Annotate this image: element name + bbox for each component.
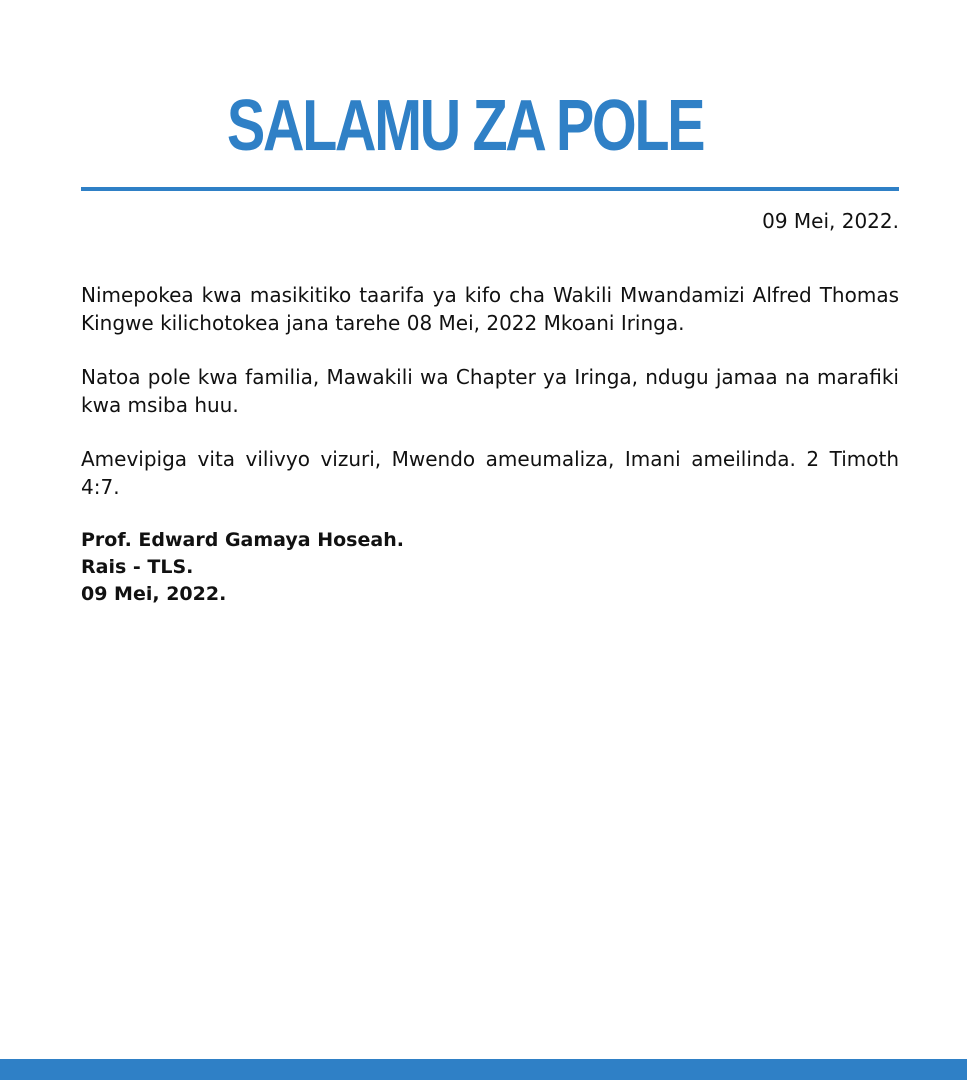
- signature-name: Prof. Edward Gamaya Hoseah.: [81, 529, 404, 551]
- signature-date: 09 Mei, 2022.: [81, 583, 227, 605]
- letter-date: 09 Mei, 2022.: [762, 209, 899, 233]
- signature-position: Rais - TLS.: [81, 556, 194, 578]
- signature-block: [81, 527, 404, 608]
- page-title: SALAMU ZA POLE: [226, 86, 704, 166]
- footer-bar: [0, 1059, 967, 1080]
- body-paragraph-condolence-message: Natoa pole kwa familia, Mawakili wa Chapter ya Iringa, ndugu jamaa na marafiki kwa msiba huu.: [81, 365, 899, 417]
- title-divider: [81, 187, 899, 191]
- body-paragraph-condolence-news: Nimepokea kwa masikitiko taarifa ya kifo cha Wakili Mwandamizi Alfred Thomas Kingwe kilichotokea jana tarehe 08 Mei, 2022 Mkoani Iringa.: [81, 283, 899, 335]
- body-paragraph-scripture: Amevipiga vita vilivyo vizuri, Mwendo ameumaliza, Imani ameilinda. 2 Timoth 4:7.: [81, 447, 899, 499]
